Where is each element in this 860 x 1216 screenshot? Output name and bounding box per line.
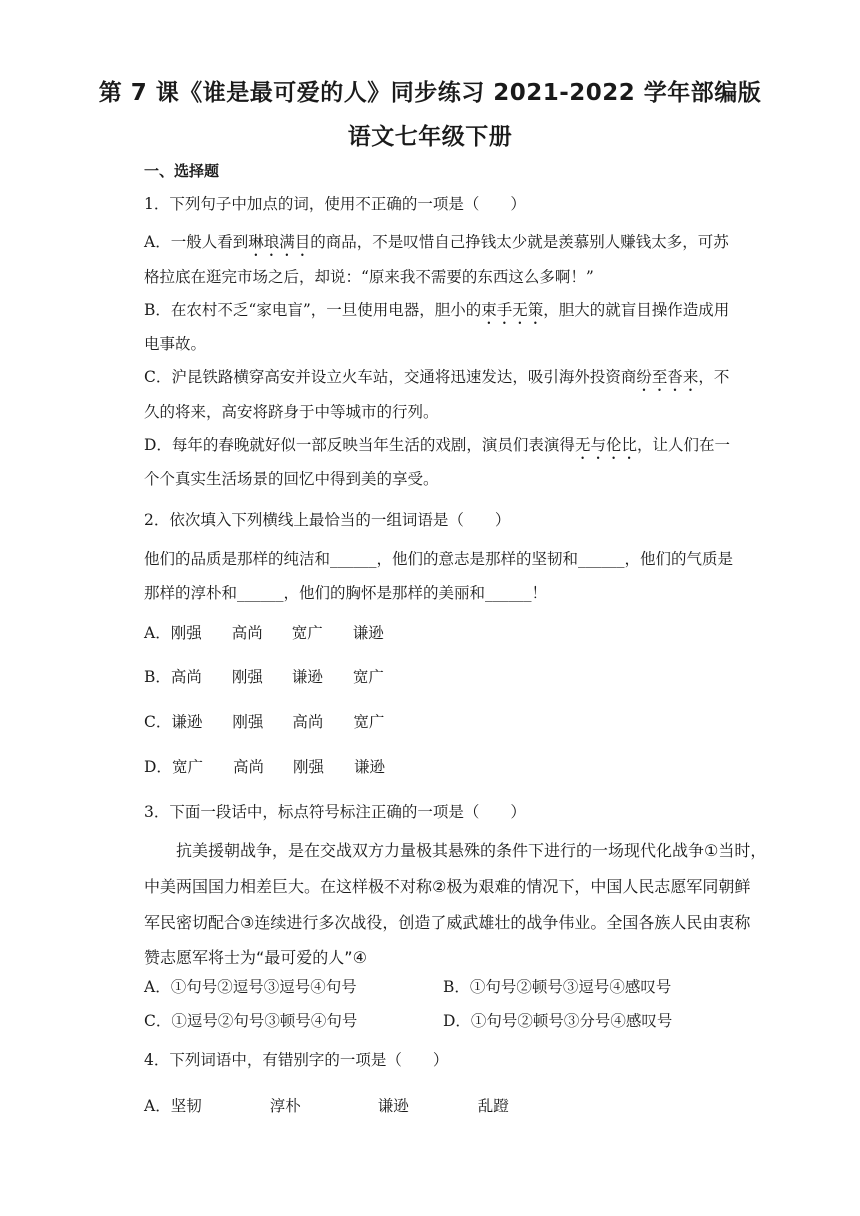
q2-word: 宽广 — [291, 624, 323, 642]
q1-stem: 1．下列句子中加点的词，使用不正确的一项是（ ） — [144, 195, 526, 213]
q3-passage-line4: 赞志愿军将士为“最可爱的人”④ — [144, 948, 367, 967]
q1-a-text-post: 的商品，不是叹惜自己挣钱太少就是羡慕别人赚钱太多，可苏 — [310, 233, 729, 251]
section-heading: 一、选择题 — [144, 162, 220, 180]
q2-word: 刚强 — [292, 758, 324, 776]
q1-c-emphasis: 纷至沓来 — [636, 368, 699, 386]
q2-option-label: C． — [144, 713, 172, 731]
q2-word: 刚强 — [232, 713, 264, 731]
q1-option-a — [144, 230, 729, 260]
q1-d-text-pre: D．每年的春晚就好似一部反映当年生活的戏剧，演员们表演得 — [144, 436, 575, 454]
q1-b-text-post: ，胆大的就盲目操作造成用 — [543, 301, 730, 319]
q1-option-b-line2: 电事故。 — [144, 335, 207, 353]
q1-option-b — [144, 298, 729, 328]
q1-option-d-line2: 个个真实生活场景的回忆中得到美的享受。 — [144, 470, 439, 488]
q2-option-label: D． — [144, 758, 172, 776]
q1-option-d — [144, 433, 730, 463]
q1-b-text-pre: B．在农村不乏“家电盲”，一旦使用电器，胆小的 — [144, 301, 482, 319]
q2-word: 宽广 — [171, 758, 203, 776]
q1-d-emphasis: 无与伦比 — [574, 436, 637, 454]
q1-option-c — [144, 365, 729, 395]
q2-option-c — [144, 710, 384, 732]
q2-word: 高尚 — [231, 624, 263, 642]
q2-word: 谦逊 — [291, 668, 323, 686]
q4-word: 乱蹬 — [477, 1097, 509, 1115]
q2-word: 刚强 — [170, 624, 202, 642]
q3-stem: 3．下面一段话中，标点符号标注正确的一项是（ ） — [144, 803, 526, 821]
q2-word: 高尚 — [292, 713, 324, 731]
q2-option-d — [144, 755, 385, 777]
q2-word: 宽广 — [353, 713, 385, 731]
q2-word: 谦逊 — [353, 758, 385, 776]
q2-word: 谦逊 — [171, 713, 203, 731]
q1-c-text-pre: C．沪昆铁路横穿高安并设立火车站，交通将迅速发达，吸引海外投资商 — [144, 368, 637, 386]
q2-stem: 2．依次填入下列横线上最恰当的一组词语是（ ） — [144, 511, 511, 529]
q4-word: 坚韧 — [170, 1097, 202, 1115]
q1-d-text-post: ，让人们在一 — [636, 436, 730, 454]
q3-passage-line2: 中美两国国力相差巨大。在这样极不对称②极为艰难的情况下，中国人民志愿军同朝鲜 — [144, 877, 751, 896]
q4-word: 谦逊 — [377, 1097, 409, 1115]
q3-passage-line3: 军民密切配合③连续进行多次战役，创造了威武雄壮的战争伟业。全国各族人民由衷称 — [144, 913, 751, 932]
q2-passage-line2: 那样的淳朴和______，他们的胸怀是那样的美丽和______！ — [144, 584, 548, 602]
q2-option-label: B． — [144, 668, 171, 686]
q1-option-c-line2: 久的将来，高安将跻身于中等城市的行列。 — [144, 403, 439, 421]
q2-option-label: A． — [144, 624, 171, 642]
q4-option-a — [144, 1094, 509, 1116]
q3-option-c: C．①逗号②句号③顿号④句号 — [144, 1012, 358, 1030]
page-title-line2: 语文七年级下册 — [347, 124, 513, 150]
q1-a-text-pre: A．一般人看到 — [144, 233, 249, 251]
q3-passage-line1: 抗美援朝战争，是在交战双方力量极其悬殊的条件下进行的一场现代化战争①当时， — [144, 841, 767, 860]
q4-option-label: A． — [144, 1097, 171, 1115]
q1-c-text-post: ，不 — [698, 368, 730, 386]
q1-option-a-line2: 格拉底在逛完市场之后，却说：“原来我不需要的东西这么多啊！” — [144, 268, 594, 286]
q1-b-emphasis: 束手无策 — [481, 301, 544, 319]
q2-word: 谦逊 — [352, 624, 384, 642]
q2-word: 宽广 — [352, 668, 384, 686]
q2-option-a — [144, 621, 384, 643]
q1-a-emphasis: 琳琅满目 — [248, 233, 311, 251]
q2-option-b — [144, 665, 384, 687]
q2-passage-line1: 他们的品质是那样的纯洁和______，他们的意志是那样的坚韧和______，他们的气质是 — [144, 550, 734, 568]
q4-stem: 4．下列词语中，有错别字的一项是（ ） — [144, 1051, 449, 1069]
page-title-line1: 第 7 课《谁是最可爱的人》同步练习 2021-2022 学年部编版 — [98, 80, 762, 106]
q2-word: 刚强 — [231, 668, 263, 686]
q3-option-a: A．①句号②逗号③逗号④句号 — [144, 978, 357, 996]
q2-word: 高尚 — [170, 668, 202, 686]
q3-option-b: B．①句号②顿号③逗号④感叹号 — [443, 978, 672, 996]
q2-word: 高尚 — [232, 758, 264, 776]
q4-word: 淳朴 — [269, 1097, 301, 1115]
q3-option-d: D．①句号②顿号③分号④感叹号 — [443, 1012, 673, 1030]
